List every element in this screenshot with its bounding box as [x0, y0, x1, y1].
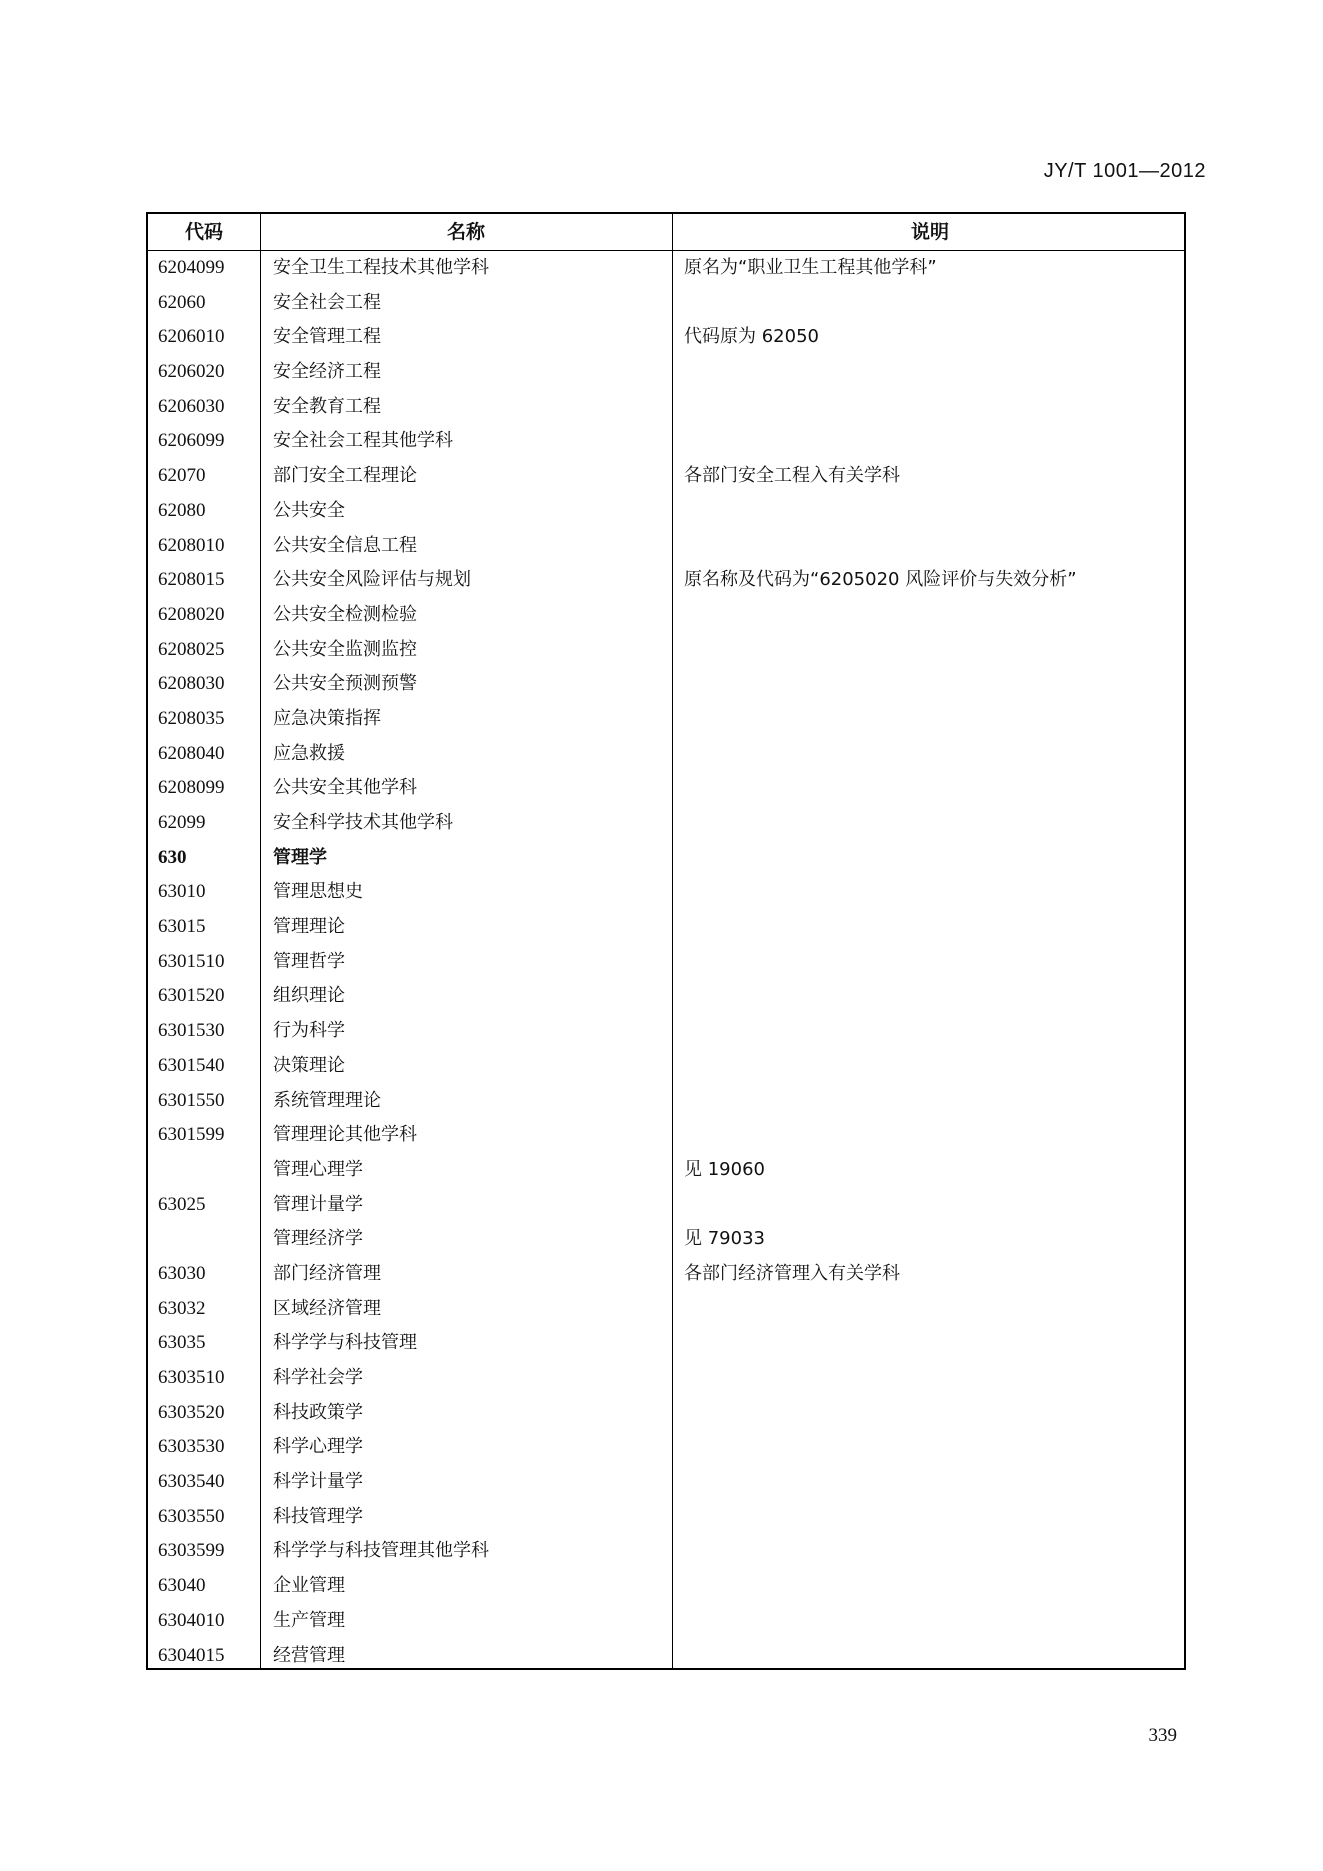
cell-code: 6208010	[158, 534, 225, 556]
table-row	[148, 1014, 1184, 1049]
standard-code: JY/T 1001—2012	[1043, 160, 1206, 182]
cell-name: 管理理论	[273, 916, 345, 938]
cell-name: 公共安全	[273, 499, 345, 521]
cell-code: 6301530	[158, 1020, 225, 1042]
cell-code: 6301540	[158, 1054, 225, 1076]
cell-code: 6208030	[158, 673, 225, 695]
cell-name: 系统管理理论	[273, 1089, 381, 1111]
cell-name: 应急救援	[273, 742, 345, 764]
cell-code: 63030	[158, 1262, 206, 1284]
cell-name: 安全社会工程其他学科	[273, 430, 453, 452]
cell-name: 区域经济管理	[273, 1297, 381, 1319]
cell-name: 科学学与科技管理	[273, 1332, 417, 1354]
cell-code: 62070	[158, 465, 206, 487]
cell-code: 6208025	[158, 638, 225, 660]
cell-code: 6204099	[158, 257, 225, 278]
cell-name: 安全科学技术其他学科	[273, 812, 453, 833]
cell-code: 6208099	[158, 777, 225, 799]
cell-name: 经营管理	[273, 1644, 345, 1666]
cell-name: 公共安全风险评估与规划	[273, 569, 471, 591]
table-row	[148, 355, 1184, 390]
cell-name: 部门安全工程理论	[273, 465, 417, 487]
cell-code: 63025	[158, 1193, 206, 1215]
cell-code: 6303530	[158, 1436, 225, 1458]
cell-name: 安全经济工程	[273, 361, 381, 383]
table-row	[148, 1534, 1184, 1569]
discipline-code-table	[146, 212, 1186, 1670]
cell-name: 科学学与科技管理其他学科	[273, 1540, 489, 1562]
table-row	[148, 1118, 1184, 1153]
cell-code: 63015	[158, 916, 206, 938]
cell-code: 6301599	[158, 1124, 225, 1146]
cell-code: 6208035	[158, 707, 225, 729]
cell-code: 63035	[158, 1332, 206, 1354]
table-row	[148, 1292, 1184, 1327]
table-row	[148, 1500, 1184, 1535]
cell-code: 6301550	[158, 1089, 225, 1111]
table-row	[148, 1153, 1184, 1188]
table-row	[148, 945, 1184, 980]
table-header-row	[148, 214, 1184, 251]
cell-name: 应急决策指挥	[273, 707, 381, 729]
cell-name: 安全卫生工程技术其他学科	[273, 257, 489, 278]
table-row	[148, 1257, 1184, 1292]
table-row	[148, 459, 1184, 494]
table-row	[148, 424, 1184, 459]
table-row	[148, 875, 1184, 910]
cell-name: 管理心理学	[273, 1158, 363, 1180]
table-row	[148, 563, 1184, 598]
cell-name: 管理学	[273, 846, 327, 868]
table-row	[148, 494, 1184, 529]
table-row	[148, 979, 1184, 1014]
cell-code: 63032	[158, 1297, 206, 1319]
cell-name: 管理经济学	[273, 1228, 363, 1250]
table-row	[148, 390, 1184, 425]
cell-name: 公共安全监测监控	[273, 638, 417, 660]
cell-note: 各部门经济管理入有关学科	[684, 1262, 900, 1284]
cell-name: 科学心理学	[273, 1436, 363, 1458]
cell-code: 63040	[158, 1575, 206, 1597]
cell-code: 6303550	[158, 1505, 225, 1527]
table-row	[148, 320, 1184, 355]
cell-name: 安全教育工程	[273, 395, 381, 417]
cell-name: 企业管理	[273, 1575, 345, 1597]
cell-note: 见 79033	[684, 1228, 765, 1250]
table-body	[148, 251, 1184, 1673]
cell-code: 630	[158, 846, 187, 868]
table-row	[148, 1084, 1184, 1119]
cell-code: 6206010	[158, 326, 225, 348]
column-header-code: 代码	[184, 221, 223, 243]
cell-code: 6301510	[158, 950, 225, 972]
page-number: 339	[1148, 1725, 1177, 1746]
cell-name: 部门经济管理	[273, 1262, 381, 1284]
cell-note: 原名称及代码为“6205020 风险评价与失效分析”	[684, 569, 1077, 591]
cell-name: 安全管理工程	[273, 326, 381, 348]
cell-name: 管理思想史	[273, 881, 363, 903]
cell-code: 63010	[158, 881, 206, 903]
cell-code: 6301520	[158, 985, 225, 1007]
table-row	[148, 806, 1184, 841]
cell-code: 6303520	[158, 1401, 225, 1423]
cell-code: 6206099	[158, 430, 225, 452]
table-row	[148, 1222, 1184, 1257]
cell-name: 公共安全信息工程	[273, 534, 417, 556]
cell-code: 6303510	[158, 1367, 225, 1388]
cell-code: 62080	[158, 499, 206, 521]
cell-name: 行为科学	[273, 1020, 345, 1042]
cell-code: 6303599	[158, 1540, 225, 1562]
column-header-note: 说明	[910, 221, 949, 243]
table-row	[148, 286, 1184, 321]
cell-name: 科技管理学	[273, 1505, 363, 1527]
cell-note: 各部门安全工程入有关学科	[684, 465, 900, 487]
cell-code: 62099	[158, 812, 206, 833]
cell-code: 6304015	[158, 1644, 225, 1666]
column-header-name: 名称	[446, 221, 485, 243]
table-row	[148, 702, 1184, 737]
cell-code: 6303540	[158, 1471, 225, 1493]
cell-name: 生产管理	[273, 1609, 345, 1631]
table-row	[148, 667, 1184, 702]
table-row	[148, 1049, 1184, 1084]
cell-code: 6208020	[158, 603, 225, 625]
table-row	[148, 1188, 1184, 1223]
cell-name: 科学社会学	[273, 1367, 363, 1388]
table-row	[148, 1639, 1184, 1674]
cell-name: 公共安全检测检验	[273, 603, 417, 625]
cell-name: 公共安全其他学科	[273, 777, 417, 799]
table-row	[148, 251, 1184, 286]
table-row	[148, 910, 1184, 945]
cell-name: 管理计量学	[273, 1193, 363, 1215]
table-row	[148, 771, 1184, 806]
cell-note: 代码原为 62050	[684, 326, 819, 348]
table-row	[148, 737, 1184, 772]
cell-code: 6304010	[158, 1609, 225, 1631]
table-row	[148, 1361, 1184, 1396]
cell-name: 组织理论	[273, 985, 345, 1007]
cell-code: 6208040	[158, 742, 225, 764]
table-row	[148, 1465, 1184, 1500]
cell-name: 科学计量学	[273, 1471, 363, 1493]
cell-code: 6206020	[158, 361, 225, 383]
table-row	[148, 1604, 1184, 1639]
table-row	[148, 1396, 1184, 1431]
cell-code: 6206030	[158, 395, 225, 417]
table-row	[148, 841, 1184, 876]
cell-name: 公共安全预测预警	[273, 673, 417, 695]
table-row	[148, 1569, 1184, 1604]
cell-code: 62060	[158, 291, 206, 313]
cell-name: 管理理论其他学科	[273, 1124, 417, 1146]
cell-name: 安全社会工程	[273, 291, 381, 313]
cell-note: 见 19060	[684, 1158, 765, 1180]
table-row	[148, 1326, 1184, 1361]
cell-note: 原名为“职业卫生工程其他学科”	[684, 257, 937, 278]
table-row	[148, 529, 1184, 564]
cell-code: 6208015	[158, 569, 225, 591]
cell-name: 管理哲学	[273, 950, 345, 972]
table-row	[148, 598, 1184, 633]
table-row	[148, 1430, 1184, 1465]
cell-name: 科技政策学	[273, 1401, 363, 1423]
cell-name: 决策理论	[273, 1054, 345, 1076]
table-row	[148, 633, 1184, 668]
